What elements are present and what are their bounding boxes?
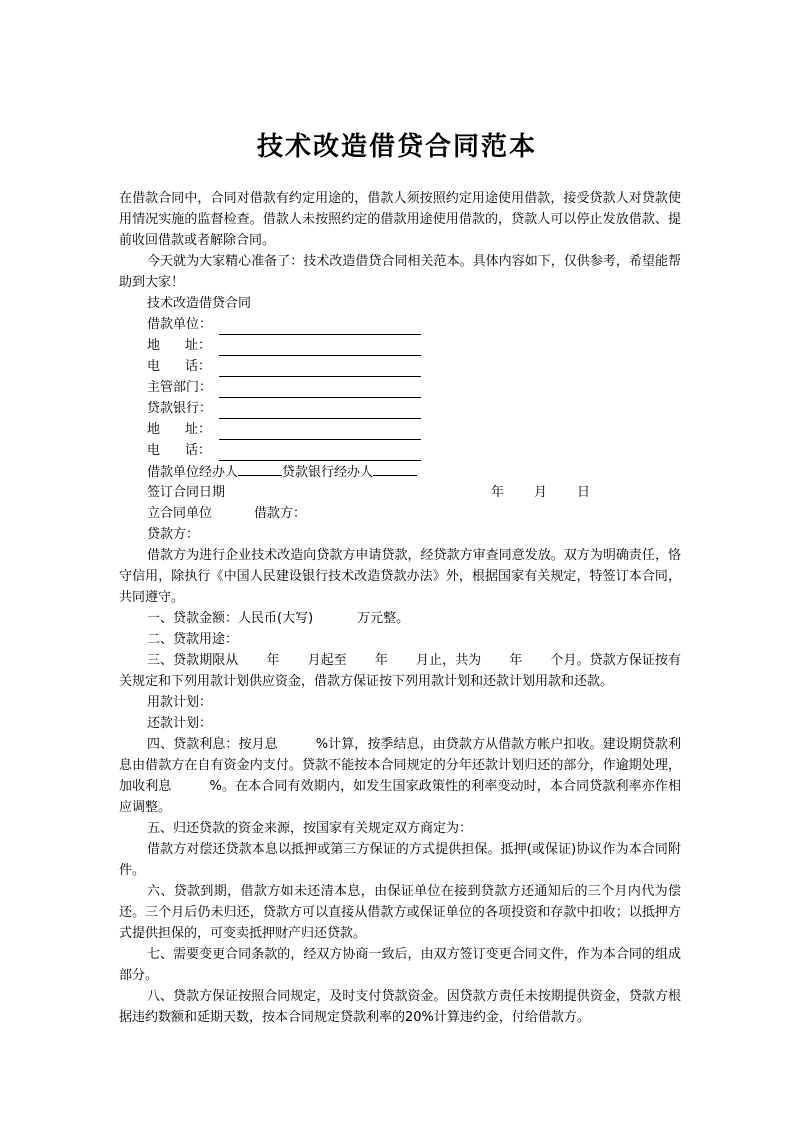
sign-date-year: 年 [491, 485, 505, 500]
sign-date-day: 日 [577, 485, 591, 500]
clause-3-year-2: 年 [374, 653, 388, 668]
borrower-field [119, 314, 681, 335]
clause-preamble: 借款方为进行企业技术改造向贷款方申请贷款，经贷款方审查同意发放。双方为明确责任，恪守信用，除执行《中国人民建设银行技术改造贷款办法》外，根据国家有关规定，特签订本合同，共同遵守。 [119, 548, 681, 605]
address-2-field [119, 419, 681, 440]
address-1-blank[interactable] [219, 340, 421, 356]
clause-7: 七、需要变更合同条款的，经双方协商一致后，由双方签订变更合同文件，作为本合同的组成部分。 [119, 947, 681, 983]
parties-line [119, 503, 681, 524]
clause-4-text-b: %计算，按季结息，由贷款方从借款方帐户扣收。建设期贷款利息由借款方在自有资金内支付。贷款不能按本合同规定的分年还款计划归还的部分，作逾期处理，加收利息 [119, 737, 681, 794]
phone-1-label: 电 话： [147, 359, 211, 374]
clause-3-year-3: 年 [509, 653, 523, 668]
clause-3-from: 月起至 [307, 653, 347, 668]
use-plan: 用款计划： [147, 695, 213, 710]
address-2-blank[interactable] [219, 424, 421, 440]
parties-label: 立合同单位 [147, 506, 213, 521]
borrower-blank[interactable] [219, 319, 421, 335]
phone-2-blank[interactable] [219, 445, 421, 461]
sign-date-line [119, 482, 681, 503]
address-1-field [119, 335, 681, 356]
document-title: 技术改造借贷合同范本 [256, 132, 537, 162]
clause-3 [119, 650, 681, 692]
borrower-agent-blank[interactable] [238, 461, 282, 476]
authority-label: 主管部门： [147, 380, 213, 395]
clause-6: 六、贷款到期，借款方如未还清本息，由保证单位在接到贷款方还通知后的三个月内代为偿还。三个月后仍未归还，贷款方可以直接从借款方或保证单位的各项投资和存款中扣收；以抵押方式提供担保的，可变卖抵押财产归还贷款。 [119, 884, 681, 941]
clause-1-text-b: 万元整。 [357, 611, 410, 626]
bank-label: 贷款银行： [147, 401, 213, 416]
clause-4 [119, 734, 681, 818]
clause-5-guarantee: 借款方对偿还贷款本息以抵押或第三方保证的方式提供担保。抵押(或保证)协议作为本合同附件。 [119, 842, 681, 878]
phone-2-field [119, 440, 681, 461]
phone-2-label: 电 话： [147, 443, 211, 458]
clause-3-text-a: 三、贷款期限从 [147, 653, 239, 668]
clause-1 [119, 608, 681, 629]
bank-blank[interactable] [219, 403, 421, 419]
authority-field [119, 377, 681, 398]
clause-3-year-1: 年 [266, 653, 280, 668]
clause-1-text-a: 一、贷款金额：人民币(大写) [147, 611, 314, 626]
sign-date-month: 月 [534, 485, 548, 500]
clause-8: 八、贷款方保证按照合同规定，及时支付贷款资金。因贷款方责任未按期提供资金，贷款方根据违约数额和延期天数，按本合同规定贷款利率的20%计算违约金，付给借款方。 [119, 989, 681, 1025]
clause-5: 五、归还贷款的资金来源，按国家有关规定双方商定为： [147, 821, 473, 836]
clause-4-text-c: %。在本合同有效期内，如发生国家政策性的利率变动时，本合同贷款利率亦作相应调整。 [119, 779, 681, 815]
phone-1-field [119, 356, 681, 377]
intro-paragraph-1: 在借款合同中，合同对借款有约定用途的，借款人须按照约定用途使用借款，接受贷款人对贷款使用情况实施的监督检查。借款人未按照约定的借款用途使用借款的，贷款人可以停止发放借款、提前收回借款或者解除合同。 [119, 191, 681, 248]
clause-4-text-a: 四、贷款利息：按月息 [147, 737, 278, 752]
address-2-label: 地 址： [147, 422, 211, 437]
clause-3-to: 月止，共为 [415, 653, 482, 668]
borrower-party-label: 借款方： [254, 506, 307, 521]
bank-agent-blank[interactable] [373, 461, 417, 476]
borrower-agent-label: 借款单位经办人 [147, 465, 239, 480]
contract-title: 技术改造借贷合同 [147, 296, 252, 311]
bank-field [119, 398, 681, 419]
repay-plan: 还款计划： [147, 716, 213, 731]
clause-2: 二、贷款用途： [147, 632, 239, 647]
address-1-label: 地 址： [147, 338, 211, 353]
agents-line [119, 461, 681, 482]
borrower-label: 借款单位： [147, 317, 213, 332]
intro-paragraph-2: 今天就为大家精心准备了：技术改造借贷合同相关范本。具体内容如下，仅供参考，希望能帮助到大家！ [119, 254, 681, 290]
sign-date-label: 签订合同日期 [147, 485, 226, 500]
bank-agent-label: 贷款银行经办人 [282, 465, 374, 480]
phone-1-blank[interactable] [219, 361, 421, 377]
document-body [119, 188, 681, 1028]
clause-3-rest: 个月。贷款方保证按有关规定和下列用款计划供应资金，借款方保证按下列用款计划和还款计划用款和还款。 [119, 653, 681, 689]
authority-blank[interactable] [219, 382, 421, 398]
lender-party-label: 贷款方： [147, 527, 200, 542]
